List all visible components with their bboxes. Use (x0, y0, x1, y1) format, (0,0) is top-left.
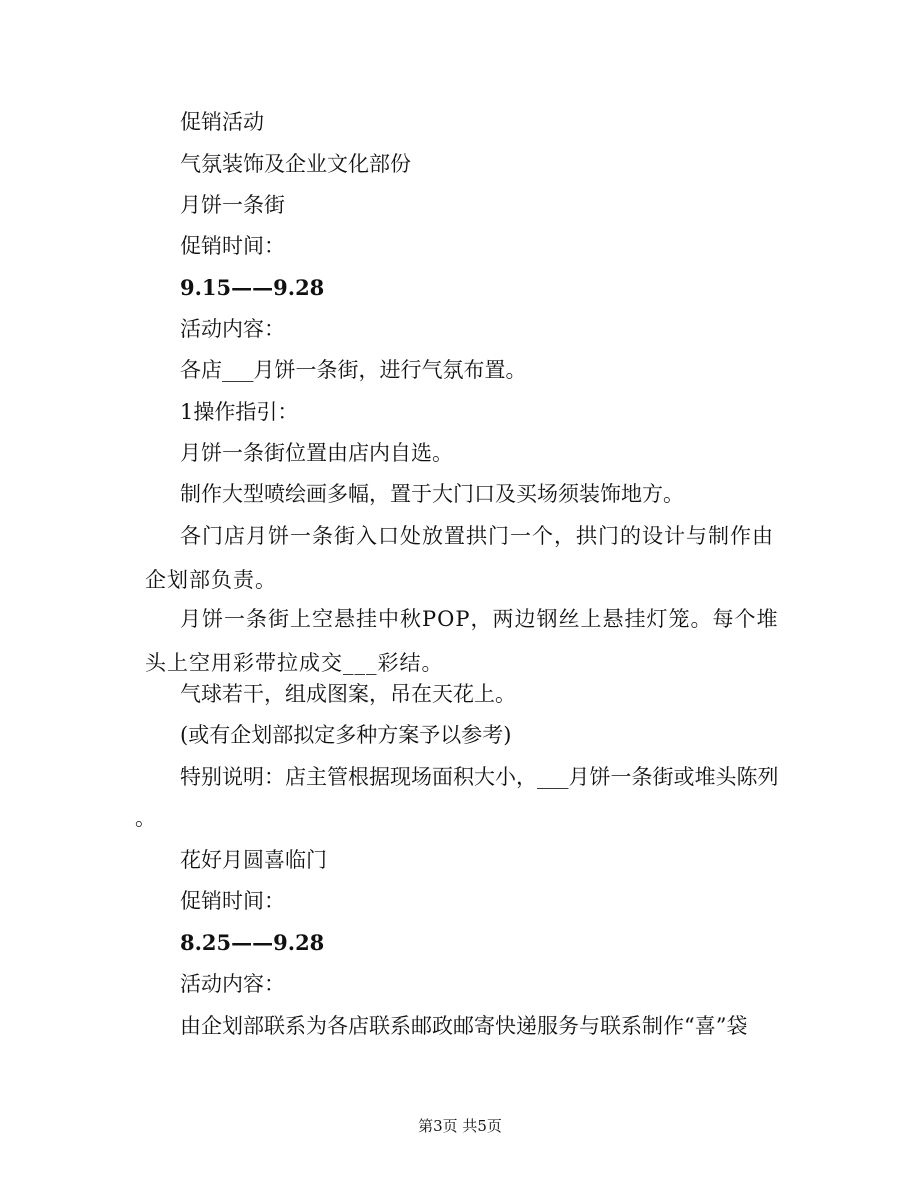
guide-location: 月饼一条街位置由店内自选。 (180, 441, 453, 465)
promo-time-range-2: 8.25——9.28 (180, 930, 325, 955)
heading-mooncake-street: 月饼一条街 (180, 193, 285, 217)
promo-time-range: 9.15——9.28 (180, 275, 325, 300)
guide-planning-note: (或有企划部拟定多种方案予以参考) (180, 723, 512, 747)
heading-promotion: 促销活动 (180, 110, 264, 134)
activity-content-label-2: 活动内容： (180, 972, 285, 996)
heading-full-moon: 花好月圆喜临门 (180, 848, 327, 872)
operation-guide-heading: 1操作指引： (180, 400, 299, 424)
activity-content-text-2: 由企划部联系为各店联系邮政邮寄快递服务与联系制作“喜”袋 (180, 1014, 748, 1038)
paragraph-arch: 各门店月饼一条街入口处放置拱门一个，拱门的设计与制作由企划部负责。 (145, 524, 774, 592)
special-note-end: 。 (135, 806, 156, 830)
activity-content-label: 活动内容： (180, 317, 285, 341)
promo-time-label: 促销时间： (180, 234, 285, 258)
guide-banners: 制作大型喷绘画多幅，置于大门口及买场须装饰地方。 (180, 482, 684, 506)
promo-time-label-2: 促销时间： (180, 889, 285, 913)
paragraph-pop-lanterns: 月饼一条街上空悬挂中秋POP，两边钢丝上悬挂灯笼。每个堆头上空用彩带拉成交___彩结。 (145, 607, 779, 675)
page-footer: 第3页 共5页 (418, 1117, 502, 1135)
activity-content-text: 各店___月饼一条街，进行气氛布置。 (180, 358, 527, 382)
heading-decoration: 气氛装饰及企业文化部份 (180, 152, 411, 176)
guide-balloons: 气球若干，组成图案，吊在天花上。 (180, 682, 516, 706)
special-note: 特别说明：店主管根据现场面积大小，___月饼一条街或堆头陈列 (180, 765, 779, 789)
